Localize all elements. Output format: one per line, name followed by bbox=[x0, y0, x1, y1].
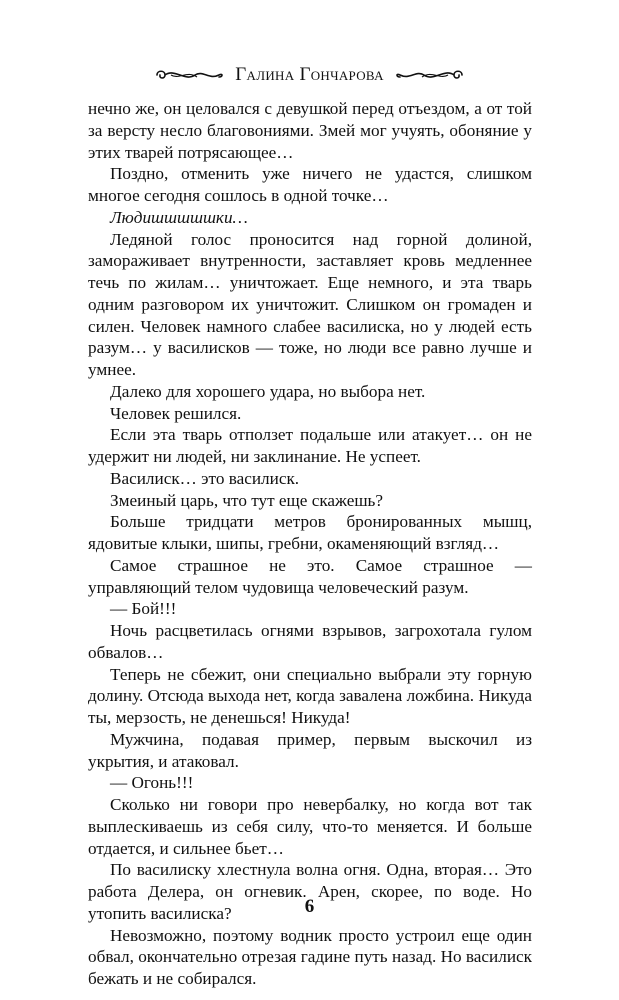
paragraph-italic: Людишшшшшки… bbox=[110, 207, 248, 227]
page-number: 6 bbox=[304, 896, 315, 917]
paragraph: Далеко для хорошего удара, но выбора нет. bbox=[110, 381, 426, 401]
body-text bbox=[88, 98, 532, 990]
paragraph: Ледяной голос проносится над горной долиной, замораживает внутренности, заставляет кровь медленнее течь по жилам… уничтожает. Еще немного, и эта тварь одним разговором их уничтожит. Слишком он громаден и силен. Человек намного слабее василиска, но у людей есть разум… у василисков — тоже, но люди все равно лучше и умнее. bbox=[88, 229, 532, 379]
paragraph: — Бой!!! bbox=[110, 599, 177, 619]
paragraph: — Огонь!!! bbox=[110, 773, 194, 793]
left-ornament-icon bbox=[153, 66, 225, 84]
paragraph: По василиску хлестнула волна огня. Одна, вторая… Это работа Делера, он огневик. Арен, скорее, по воде. Но утопить василиска? bbox=[88, 860, 532, 923]
paragraph: Больше тридцати метров бронированных мышц, ядовитые клыки, шипы, гребни, окаменяющий взгляд… bbox=[88, 512, 532, 553]
paragraph: Сколько ни говори про невербалку, но когда вот так выплескиваешь из себя силу, что-то меняется. И больше отдается, и сильнее бьет… bbox=[88, 795, 532, 858]
header-author-title: Галина Гончарова bbox=[235, 64, 384, 85]
paragraph: Человек решился. bbox=[110, 403, 242, 423]
paragraph: Самое страшное не это. Самое страшное — управляющий телом чудовища человеческий разум. bbox=[88, 555, 532, 597]
paragraph: Теперь не сбежит, они специально выбрали эту горную долину. Отсюда выхода нет, когда завалена ложбина. Никуда ты, мерзость, не денешься! Никуда! bbox=[88, 664, 532, 727]
right-ornament-icon bbox=[394, 66, 466, 84]
paragraph: Василиск… это василиск. bbox=[110, 468, 300, 488]
paragraph: Змеиный царь, что тут еще скажешь? bbox=[110, 490, 384, 510]
paragraph: нечно же, он целовался с девушкой перед отъездом, а от той за версту несло благовониями. Змей мог учуять, обоняние у этих тварей потрясающее… bbox=[88, 99, 532, 162]
paragraph: Поздно, отменить уже ничего не удастся, слишком многое сегодня сошлось в одной точке… bbox=[88, 164, 532, 205]
paragraph: Мужчина, подавая пример, первым выскочил из укрытия, и атаковал. bbox=[88, 729, 532, 771]
paragraph: Если эта тварь отползет подальше или атакует… он не удержит ни людей, ни заклинание. Не успеет. bbox=[88, 425, 532, 466]
paragraph: Невозможно, поэтому водник просто устроил еще один обвал, окончательно отрезая гадине путь назад. Но василиск бежать и не собирался. bbox=[88, 925, 532, 988]
running-header bbox=[0, 64, 619, 86]
paragraph: Ночь расцветилась огнями взрывов, загрохотала гулом обвалов… bbox=[88, 621, 532, 662]
